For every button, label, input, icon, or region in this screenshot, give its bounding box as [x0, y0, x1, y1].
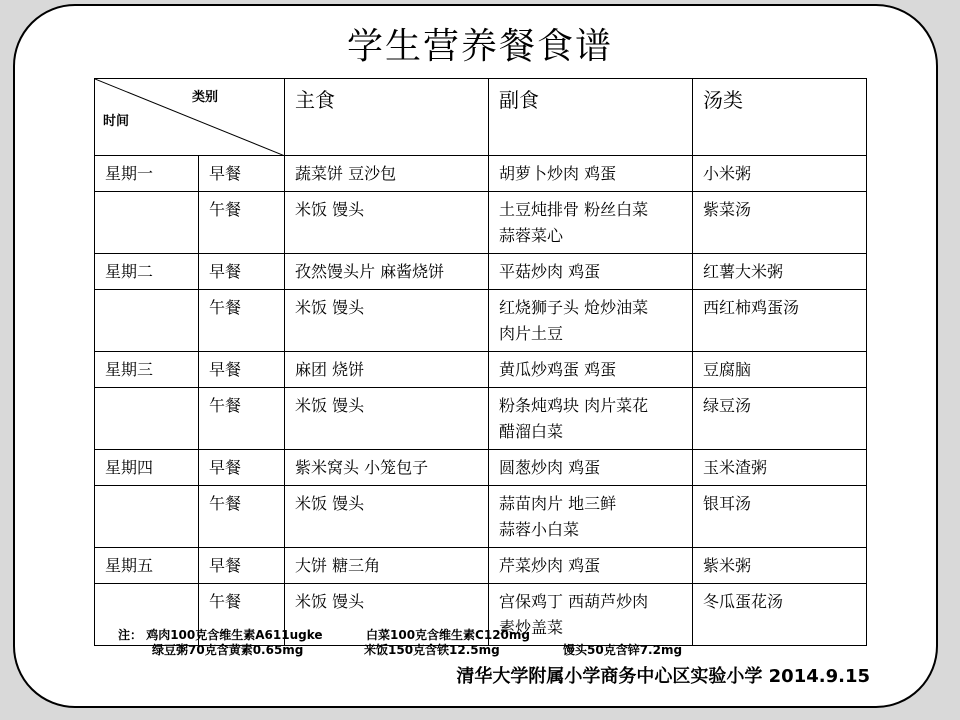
meal-cell: 早餐 — [199, 450, 285, 486]
note-prefix: 注： — [118, 628, 143, 642]
soup-cell: 冬瓜蛋花汤 — [693, 584, 867, 646]
meal-cell: 早餐 — [199, 254, 285, 290]
side-cell: 土豆炖排骨 粉丝白菜 蒜蓉菜心 — [489, 192, 693, 254]
column-header-soup: 汤类 — [693, 79, 867, 156]
staple-cell: 蔬菜饼 豆沙包 — [285, 156, 489, 192]
footer-school-date: 清华大学附属小学商务中心区实验小学 2014.9.15 — [456, 666, 870, 687]
meal-cell: 午餐 — [199, 290, 285, 352]
category-label: 类别 — [191, 90, 218, 105]
side-cell: 黄瓜炒鸡蛋 鸡蛋 — [489, 352, 693, 388]
column-header-side: 副食 — [489, 79, 693, 156]
soup-cell: 紫米粥 — [693, 548, 867, 584]
staple-cell: 紫米窝头 小笼包子 — [285, 450, 489, 486]
meal-cell: 午餐 — [199, 584, 285, 646]
staple-cell: 大饼 糖三角 — [285, 548, 489, 584]
staple-cell: 米饭 馒头 — [285, 192, 489, 254]
day-cell: 星期四 — [95, 450, 199, 486]
table-row — [95, 388, 867, 450]
menu-body — [95, 156, 867, 646]
column-header-staple: 主食 — [285, 79, 489, 156]
note-steamed-bun: 馒头50克含锌7.2mg — [563, 643, 683, 657]
side-cell: 胡萝卜炒肉 鸡蛋 — [489, 156, 693, 192]
staple-cell: 米饭 馒头 — [285, 584, 489, 646]
staple-cell: 米饭 馒头 — [285, 388, 489, 450]
day-cell: 星期三 — [95, 352, 199, 388]
meal-cell: 早餐 — [199, 548, 285, 584]
day-cell: 星期五 — [95, 548, 199, 584]
day-cell: 星期二 — [95, 254, 199, 290]
table-row — [95, 192, 867, 254]
staple-cell: 孜然馒头片 麻酱烧饼 — [285, 254, 489, 290]
page-title: 学生营养餐食谱 — [346, 26, 613, 67]
table-row — [95, 254, 867, 290]
table-row — [95, 156, 867, 192]
meal-cell: 午餐 — [199, 192, 285, 254]
soup-cell: 绿豆汤 — [693, 388, 867, 450]
side-cell: 圆葱炒肉 鸡蛋 — [489, 450, 693, 486]
side-cell: 红烧狮子头 炝炒油菜 肉片土豆 — [489, 290, 693, 352]
soup-cell: 小米粥 — [693, 156, 867, 192]
staple-cell: 麻团 烧饼 — [285, 352, 489, 388]
staple-cell: 米饭 馒头 — [285, 486, 489, 548]
day-cell — [95, 388, 199, 450]
soup-cell: 红薯大米粥 — [693, 254, 867, 290]
side-cell: 蒜苗肉片 地三鲜 蒜蓉小白菜 — [489, 486, 693, 548]
soup-cell: 银耳汤 — [693, 486, 867, 548]
side-cell: 宫保鸡丁 西葫芦炒肉 素炒盖菜 — [489, 584, 693, 646]
day-cell — [95, 486, 199, 548]
meal-cell: 午餐 — [199, 388, 285, 450]
day-cell — [95, 290, 199, 352]
staple-cell: 米饭 馒头 — [285, 290, 489, 352]
table-row — [95, 352, 867, 388]
meal-cell: 早餐 — [199, 352, 285, 388]
note-chicken: 鸡肉100克含维生素A611ugke — [146, 628, 323, 642]
table-row — [95, 548, 867, 584]
side-cell: 芹菜炒肉 鸡蛋 — [489, 548, 693, 584]
side-cell: 平菇炒肉 鸡蛋 — [489, 254, 693, 290]
soup-cell: 玉米渣粥 — [693, 450, 867, 486]
time-label: 时间 — [103, 114, 130, 129]
meal-cell: 早餐 — [199, 156, 285, 192]
soup-cell: 西红柿鸡蛋汤 — [693, 290, 867, 352]
meal-cell: 午餐 — [199, 486, 285, 548]
note-rice: 米饭150克含铁12.5mg — [364, 643, 500, 657]
side-cell: 粉条炖鸡块 肉片菜花 醋溜白菜 — [489, 388, 693, 450]
soup-cell: 紫菜汤 — [693, 192, 867, 254]
note-mung-bean: 绿豆粥70克含黄素0.65mg — [152, 643, 304, 657]
table-row — [95, 486, 867, 548]
header-diagonal-cell — [95, 79, 285, 156]
table-row — [95, 450, 867, 486]
soup-cell: 豆腐脑 — [693, 352, 867, 388]
table-row — [95, 290, 867, 352]
day-cell: 星期一 — [95, 156, 199, 192]
note-cabbage: 白菜100克含维生素C120mg — [366, 628, 530, 642]
menu-table — [94, 78, 867, 646]
day-cell — [95, 192, 199, 254]
